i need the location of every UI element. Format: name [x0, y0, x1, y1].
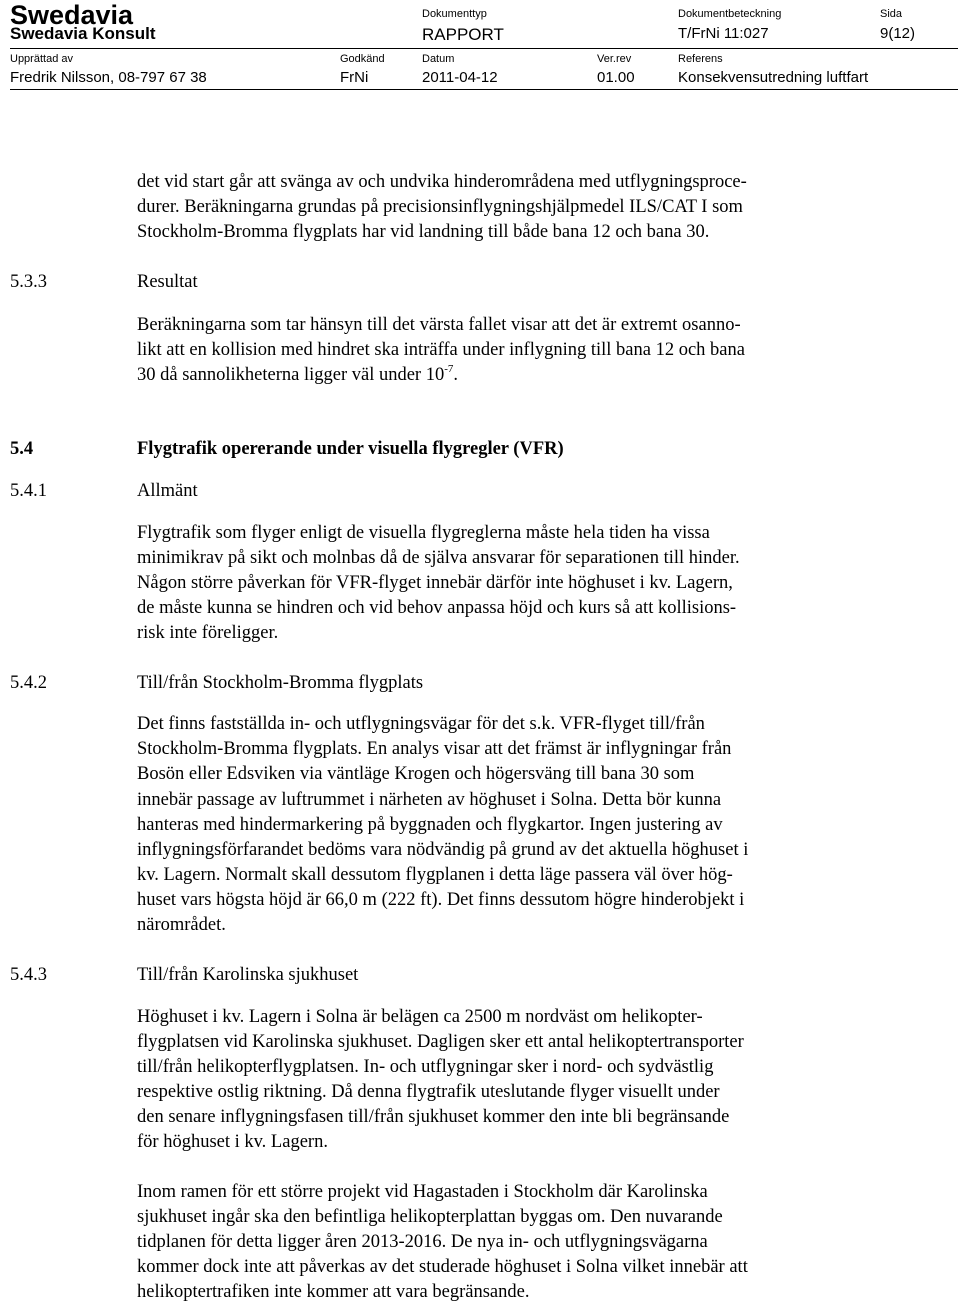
paragraph-line: Bosön eller Edsviken via väntläge Krogen och högersväng till bana 30 som: [137, 764, 695, 784]
section-heading: Till/från Karolinska sjukhuset: [137, 965, 359, 985]
section-heading: Flygtrafik opererande under visuella flygregler (VFR): [137, 439, 564, 459]
paragraph-line: den senare inflygningsfasen till/från sjukhuset kommer den inte bli begränsande: [137, 1107, 730, 1127]
section-number: 5.4.3: [10, 965, 47, 985]
paragraph-line: Det finns fastställda in- och utflygningsvägar för det s.k. VFR-flyget till/från: [137, 714, 705, 734]
paragraph-line: tidplanen för detta ligger åren 2013-2016. De nya in- och utflygningsvägarna: [137, 1232, 708, 1252]
paragraph-line: respektive ostlig riktning. Då denna flygtrafik uteslutande flyger visuellt under: [137, 1082, 720, 1102]
paragraph-line: Flygtrafik som flyger enligt de visuella flygreglerna måste hela tiden ha vissa: [137, 523, 710, 543]
paragraph-line: för höghuset i kv. Lagern.: [137, 1132, 328, 1152]
paragraph-line: [137, 365, 458, 386]
section-number: 5.4: [10, 439, 34, 459]
paragraph-line: hanteras med hindermarkering på byggnaden och flygkartor. Ingen justering av: [137, 815, 723, 835]
section-number: 5.4.1: [10, 481, 47, 501]
section-heading: Allmänt: [137, 481, 198, 501]
paragraph-line: kv. Lagern. Normalt skall dessutom flygplanen i detta läge passera väl över hög-: [137, 865, 733, 885]
intro-line: det vid start går att svänga av och undvika hinderområdena med utflygningsproce-: [137, 172, 747, 192]
revision-label: Ver.rev: [597, 53, 632, 65]
doc-id-value: T/FrNi 11:027: [678, 25, 769, 42]
paragraph-line: Inom ramen för ett större projekt vid Hagastaden i Stockholm där Karolinska: [137, 1182, 708, 1202]
paragraph-line: de måste kunna se hindren och vid behov anpassa höjd och kurs så att kollisions-: [137, 598, 737, 618]
revision-value: 01.00: [597, 69, 635, 86]
reference-value: Konsekvensutredning luftfart: [678, 69, 869, 86]
paragraph-line: kommer dock inte att påverkas av det studerade höghuset i Solna vilket innebär att: [137, 1257, 748, 1277]
paragraph-line: sjukhuset ingår ska den befintliga helikopterplattan byggas om. Den nuvarande: [137, 1207, 723, 1227]
author-label: Upprättad av: [10, 53, 73, 65]
paragraph-line: inflygningsförfarandet bedöms vara nödvändig på grund av det aktuella höghuset i: [137, 840, 749, 860]
approved-label: Godkänd: [340, 53, 385, 65]
paragraph-line: Någon större påverkan för VFR-flyget innebär därför inte höghuset i kv. Lagern,: [137, 573, 733, 593]
paragraph-line: flygplatsen vid Karolinska sjukhuset. Dagligen sker ett antal helikoptertransporter: [137, 1032, 744, 1052]
page-number: 9(12): [880, 25, 916, 42]
section-heading: Till/från Stockholm-Bromma flygplats: [137, 673, 424, 693]
paragraph-line: huset vars högsta höjd är 66,0 m (222 ft). Det finns dessutom högre hinderobjekt i: [137, 890, 745, 910]
date-value: 2011-04-12: [422, 69, 498, 86]
doc-type-value: RAPPORT: [422, 25, 504, 44]
intro-line: Stockholm-Bromma flygplats har vid landning till både bana 12 och bana 30.: [137, 222, 710, 242]
header-divider-top: [10, 48, 958, 49]
doc-type-label: Dokumenttyp: [422, 8, 487, 20]
section-number: 5.3.3: [10, 272, 47, 292]
section-heading: Resultat: [137, 272, 198, 292]
paragraph-line: minimikrav på sikt och molnbas då de själva ansvarar för separationen till hinder.: [137, 548, 740, 568]
paragraph-line: till/från helikopterflygplatsen. In- och utflygningar sker i nord- och sydvästlig: [137, 1057, 714, 1077]
document-header: [0, 0, 960, 92]
brand-subtitle: Swedavia Konsult: [10, 24, 156, 43]
author-value: Fredrik Nilsson, 08-797 67 38: [10, 69, 207, 86]
reference-label: Referens: [678, 53, 723, 65]
paragraph-line: Beräkningarna som tar hänsyn till det värsta fallet visar att det är extremt osanno-: [137, 315, 741, 335]
date-label: Datum: [422, 53, 455, 65]
paragraph-line: innebär passage av luftrummet i närheten av höghuset i Solna. Detta bör kunna: [137, 790, 722, 810]
paragraph-line: likt att en kollision med hindret ska inträffa under inflygning till bana 12 och bana: [137, 340, 745, 360]
section-number: 5.4.2: [10, 673, 47, 693]
paragraph-line: risk inte föreligger.: [137, 623, 279, 643]
paragraph-line: Höghuset i kv. Lagern i Solna är belägen ca 2500 m nordväst om helikopter-: [137, 1007, 703, 1027]
header-divider-bottom: [10, 89, 958, 90]
brand-logo-text: Swedavia: [10, 0, 134, 30]
page-label: Sida: [880, 8, 903, 20]
paragraph-line: Stockholm-Bromma flygplats. En analys visar att det främst är inflygningar från: [137, 739, 732, 759]
intro-line: durer. Beräkningarna grundas på precisionsinflygningshjälpmedel ILS/CAT I som: [137, 197, 743, 217]
paragraph-line: helikoptertrafiken inte kommer att vara begränsande.: [137, 1282, 530, 1302]
approved-value: FrNi: [340, 69, 369, 86]
paragraph-text: 30 då sannolikheterna ligger väl under 10: [137, 365, 445, 385]
paragraph-line: närområdet.: [137, 915, 226, 935]
paragraph-text: .: [453, 365, 459, 385]
doc-id-label: Dokumentbeteckning: [678, 8, 782, 20]
exponent: -7: [444, 363, 454, 375]
